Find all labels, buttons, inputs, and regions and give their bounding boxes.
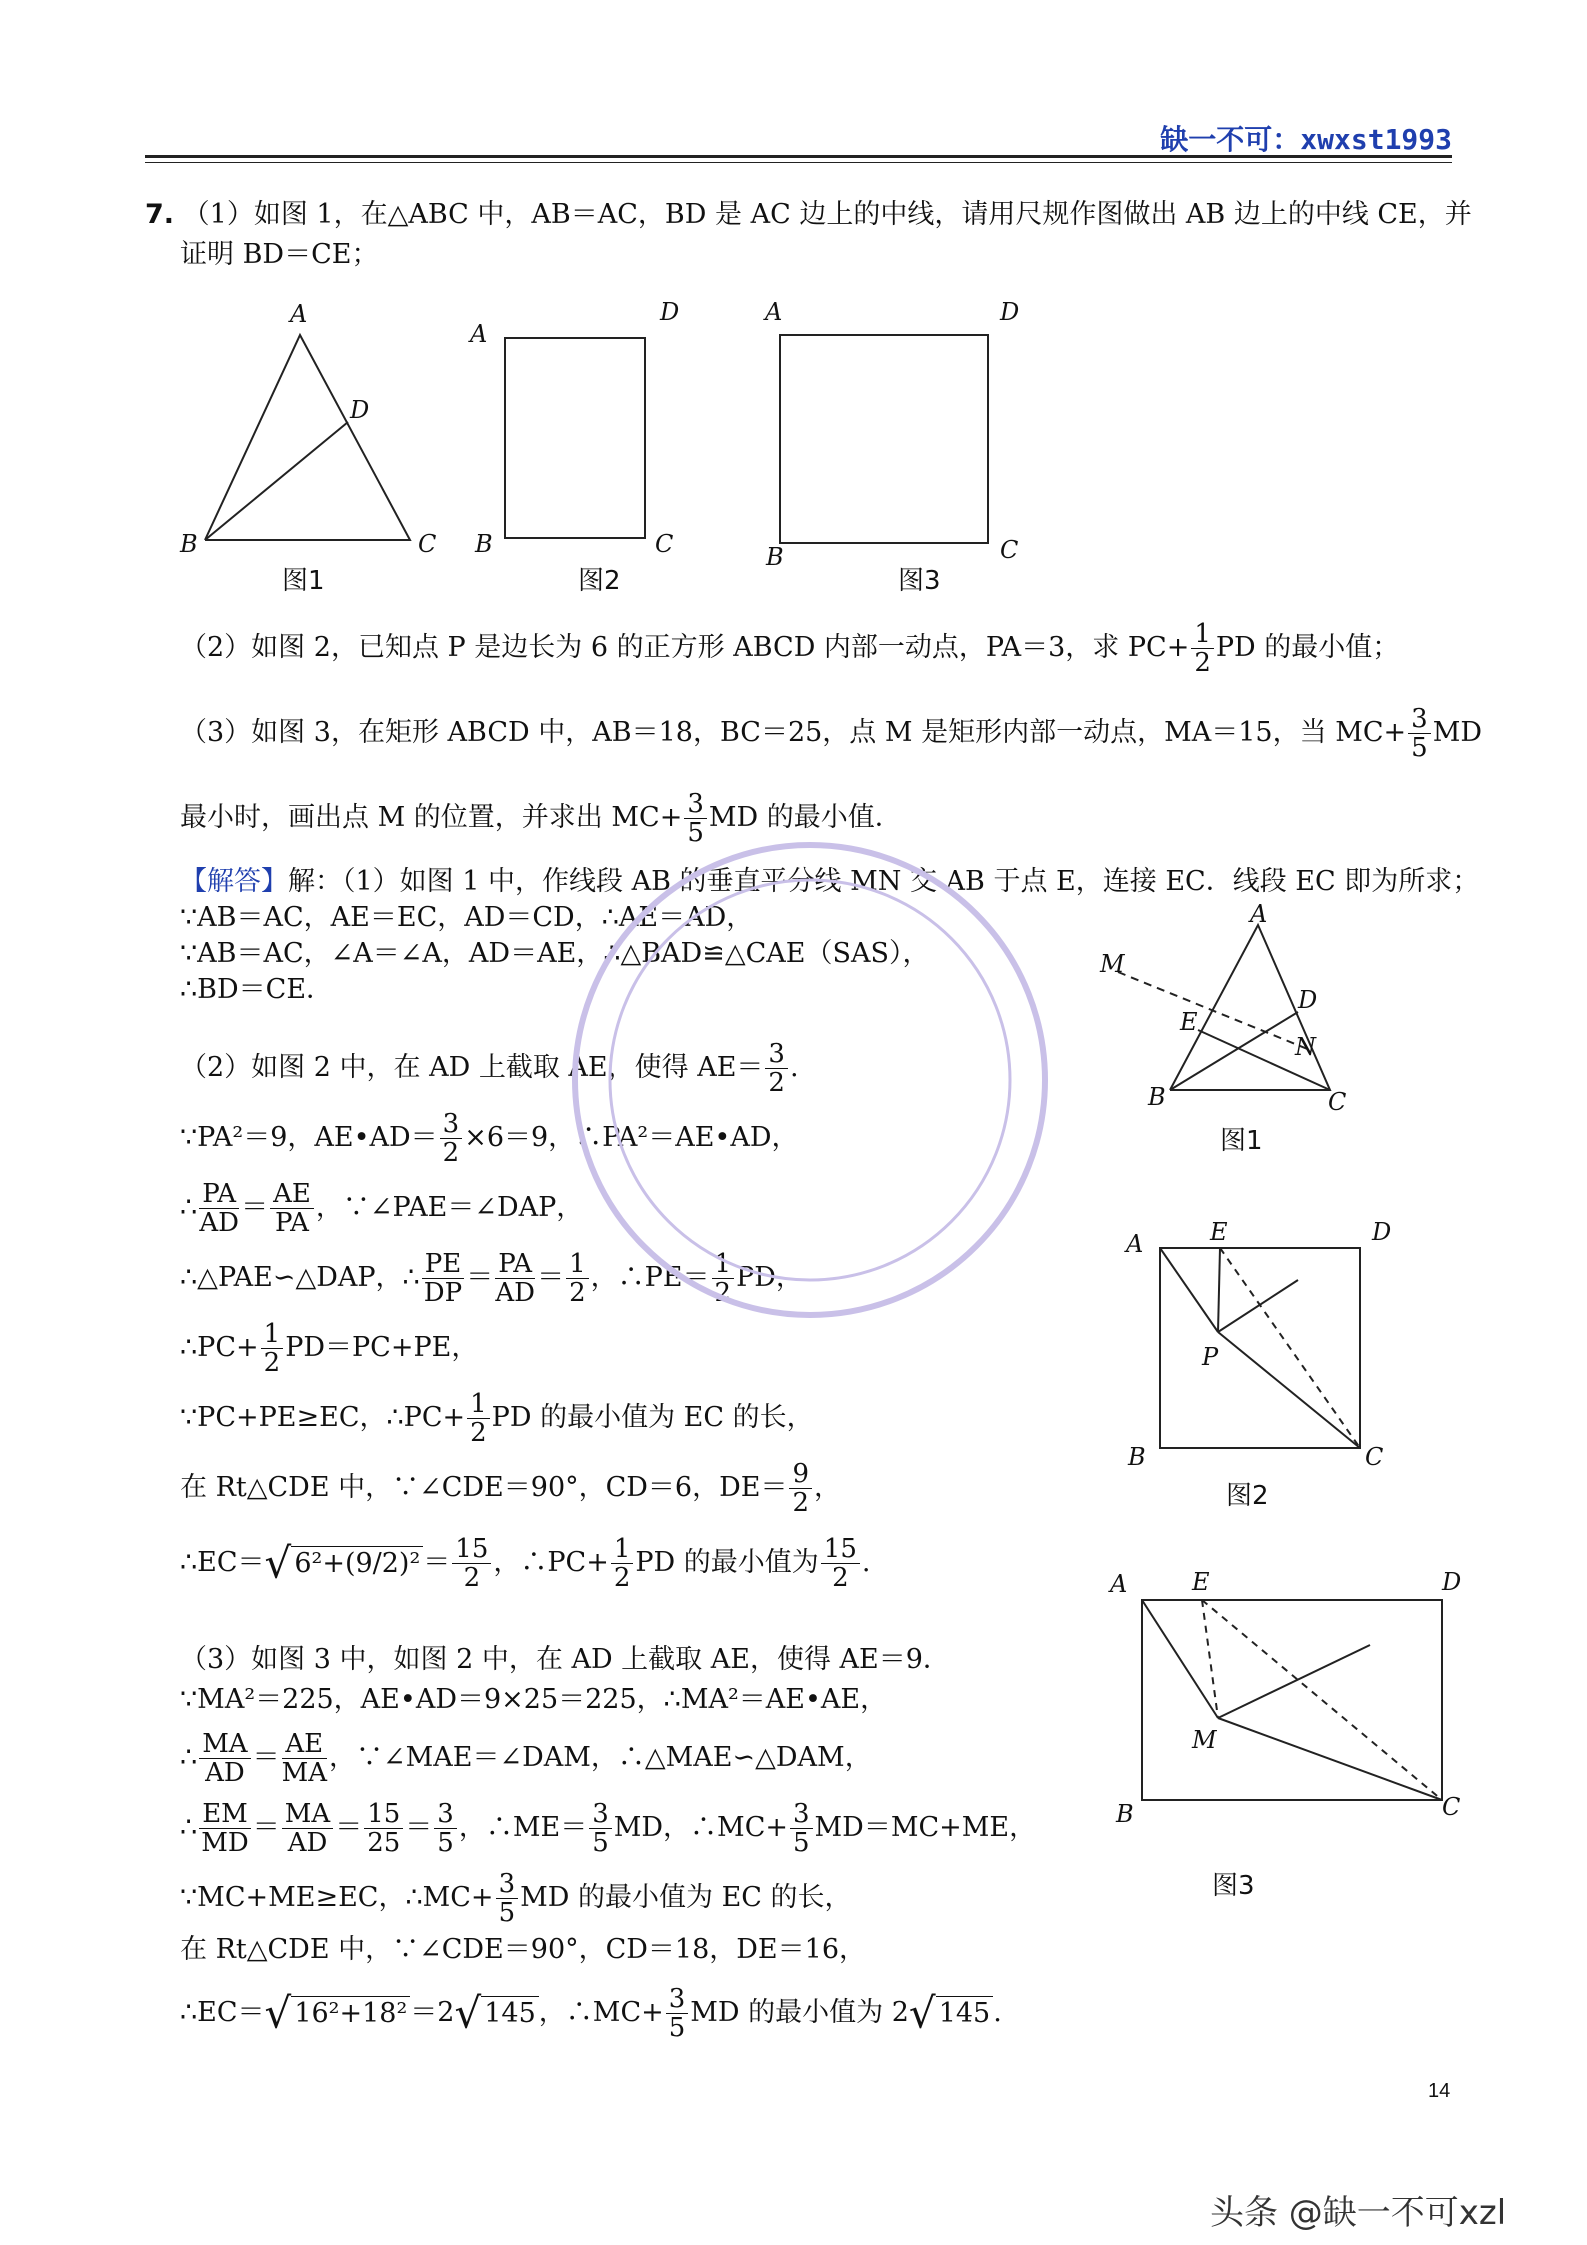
answer-line-16: ∴ $\frac{EM}{MD}$ ＝ $\frac{MA}{AD}$ ＝ $\frac{15}{25}$ ＝ $\frac{3}{5}$ ，∴ME＝ $\frac{3}{5}$ MD，∴MC+ $\frac{3}{5}$ MD＝MC+ME， — [180, 1799, 1037, 1858]
svg-text:D: D — [1442, 1568, 1462, 1596]
svg-text:A: A — [1250, 900, 1268, 928]
label-b3: B — [766, 543, 784, 571]
svg-text:C: C — [1328, 1088, 1347, 1116]
label-d2: D — [660, 298, 680, 326]
answer-line-19: ∴EC＝√ 16²+18² ＝2√ 145 ，∴MC+ $\frac{3}{5}$ MD 的最小值为 2√ 145 . — [180, 1984, 1002, 2043]
answer-line-10: ∵PC+PE≥EC，∴PC+ $\frac{1}{2}$ PD 的最小值为 EC 的长， — [180, 1389, 814, 1448]
svg-text:M: M — [1192, 1726, 1217, 1754]
caption-fig2: 图2 — [578, 566, 621, 596]
svg-text:D: D — [1372, 1218, 1392, 1246]
label-c: C — [418, 530, 437, 558]
svg-text:C: C — [1442, 1793, 1461, 1821]
svg-text:E: E — [1210, 1218, 1228, 1246]
answer-line-1: 【解答】解：（1）如图 1 中，作线段 AB 的垂直平分线 MN 交 AB 于点 E，连接 EC．线段 EC 即为所求； — [180, 866, 1480, 897]
answer-line-6: ∵PA²＝9，AE•AD＝ $\frac{3}{2}$ ×6＝9，∴PA²＝AE•AD， — [180, 1109, 799, 1168]
answer-line-5: （2）如图 2 中，在 AD 上截取 AE，使得 AE＝ $\frac{3}{2}$ . — [180, 1039, 799, 1098]
answer-line-12: ∴EC＝√ 6²+(9/2)² ＝ $\frac{15}{2}$ ，∴PC+ $\frac{1}{2}$ PD 的最小值为 $\frac{15}{2}$ . — [180, 1534, 871, 1593]
caption-fig1: 图1 — [282, 566, 325, 596]
figure-1 — [205, 335, 410, 540]
svg-text:B: B — [1128, 1443, 1146, 1471]
svg-text:N: N — [1295, 1033, 1316, 1061]
answer-line-9: ∴PC+ $\frac{1}{2}$ PD＝PC+PE， — [180, 1319, 479, 1378]
segment-bd — [205, 422, 348, 540]
answer-line-13: （3）如图 3 中，如图 2 中，在 AD 上截取 AE，使得 AE＝9． — [180, 1644, 950, 1675]
question-line-3b: 最小时，画出点 M 的位置，并求出 MC+ $\frac{3}{5}$ MD 的最小值． — [180, 789, 902, 848]
svg-text:P: P — [1202, 1343, 1219, 1371]
svg-text:B: B — [1148, 1083, 1166, 1111]
answer-line-2: ∵AB＝AC，AE＝EC，AD＝CD，∴AE＝AD， — [180, 902, 754, 933]
label-c2: C — [655, 530, 674, 558]
answer-caption-fig3: 图3 — [1212, 1871, 1255, 1901]
figure-2-square — [505, 338, 645, 538]
question-line-3: （3）如图 3，在矩形 ABCD 中，AB＝18，BC＝25，点 M 是矩形内部一动点，MA＝15，当 MC+ $\frac{3}{5}$ MD — [180, 704, 1482, 763]
answer-square — [1160, 1248, 1360, 1448]
answer-tag: 【解答】 — [180, 866, 288, 897]
svg-text:D: D — [1298, 986, 1318, 1014]
label-b: B — [180, 530, 198, 558]
svg-text:A: A — [1110, 1570, 1128, 1598]
label-d3: D — [1000, 298, 1020, 326]
label-a: A — [290, 300, 308, 328]
header-rule-thin — [145, 162, 1452, 163]
answer-line-8: ∴△PAE∽△DAP，∴ $\frac{PE}{DP}$ ＝ $\frac{PA}{AD}$ ＝ $\frac{1}{2}$ ，∴PE＝ $\frac{1}{2}$ PD， — [180, 1249, 803, 1308]
answer-line-15: ∴ $\frac{MA}{AD}$ ＝ $\frac{AE}{MA}$ ，∵∠MAE＝∠DAM，∴△MAE∽△DAM， — [180, 1729, 872, 1788]
question-line-1b: 证明 BD＝CE； — [180, 239, 379, 270]
question-line-1: 7. （1）如图 1，在△ABC 中，AB＝AC，BD 是 AC 边上的中线，请用尺规作图做出 AB 边上的中线 CE，并 — [145, 199, 1472, 230]
figure-3-rect — [780, 335, 988, 543]
answer-rect — [1142, 1600, 1442, 1800]
answer-line-7: ∴ $\frac{PA}{AD}$ ＝ $\frac{AE}{PA}$ ，∵∠PAE＝∠DAP， — [180, 1179, 584, 1238]
svg-text:A: A — [1126, 1230, 1144, 1258]
page-number: 14 — [1428, 2080, 1451, 2102]
fraction-half: $\frac{1}{2}$ — [1191, 620, 1214, 677]
footer-credit: 头条 @缺一不可xzl — [1210, 2193, 1507, 2233]
answer-line-11: 在 Rt△CDE 中，∵∠CDE＝90°，CD＝6，DE＝ $\frac{9}{2}$ ， — [180, 1459, 842, 1518]
answer-line-14: ∵MA²＝225，AE•AD＝9×25＝225，∴MA²＝AE•AE， — [180, 1684, 888, 1715]
answer-caption-fig1: 图1 — [1220, 1126, 1263, 1156]
label-d: D — [350, 396, 370, 424]
svg-text:E: E — [1192, 1568, 1210, 1596]
watermark-seal — [560, 820, 1060, 1340]
label-a2: A — [470, 320, 488, 348]
caption-fig3: 图3 — [898, 566, 941, 596]
header-title: 缺一不可：xwxst1993 — [1160, 123, 1452, 156]
answer-line-17: ∵MC+ME≥EC，∴MC+ $\frac{3}{5}$ MD 的最小值为 EC 的长， — [180, 1869, 852, 1928]
label-b2: B — [475, 530, 493, 558]
answer-line-3: ∵AB＝AC，∠A＝∠A，AD＝AE，∴△BAD≌△CAE（SAS）， — [180, 938, 930, 969]
svg-text:M: M — [1100, 950, 1125, 978]
label-c3: C — [1000, 536, 1019, 564]
question-line-2: （2）如图 2，已知点 P 是边长为 6 的正方形 ABCD 内部一动点，PA＝3，求 PC+ $\frac{1}{2}$ PD 的最小值； — [180, 619, 1400, 678]
triangle-abc — [205, 335, 410, 540]
svg-text:B: B — [1116, 1800, 1134, 1828]
svg-text:C: C — [1365, 1443, 1384, 1471]
answer-line-18: 在 Rt△CDE 中，∵∠CDE＝90°，CD＝18，DE＝16， — [180, 1934, 866, 1965]
svg-text:E: E — [1180, 1008, 1198, 1036]
answer-figures — [1080, 900, 1480, 1900]
answer-caption-fig2: 图2 — [1226, 1481, 1269, 1511]
label-a3: A — [765, 298, 783, 326]
answer-line-4: ∴BD＝CE． — [180, 974, 334, 1005]
header-rule — [145, 155, 1452, 158]
